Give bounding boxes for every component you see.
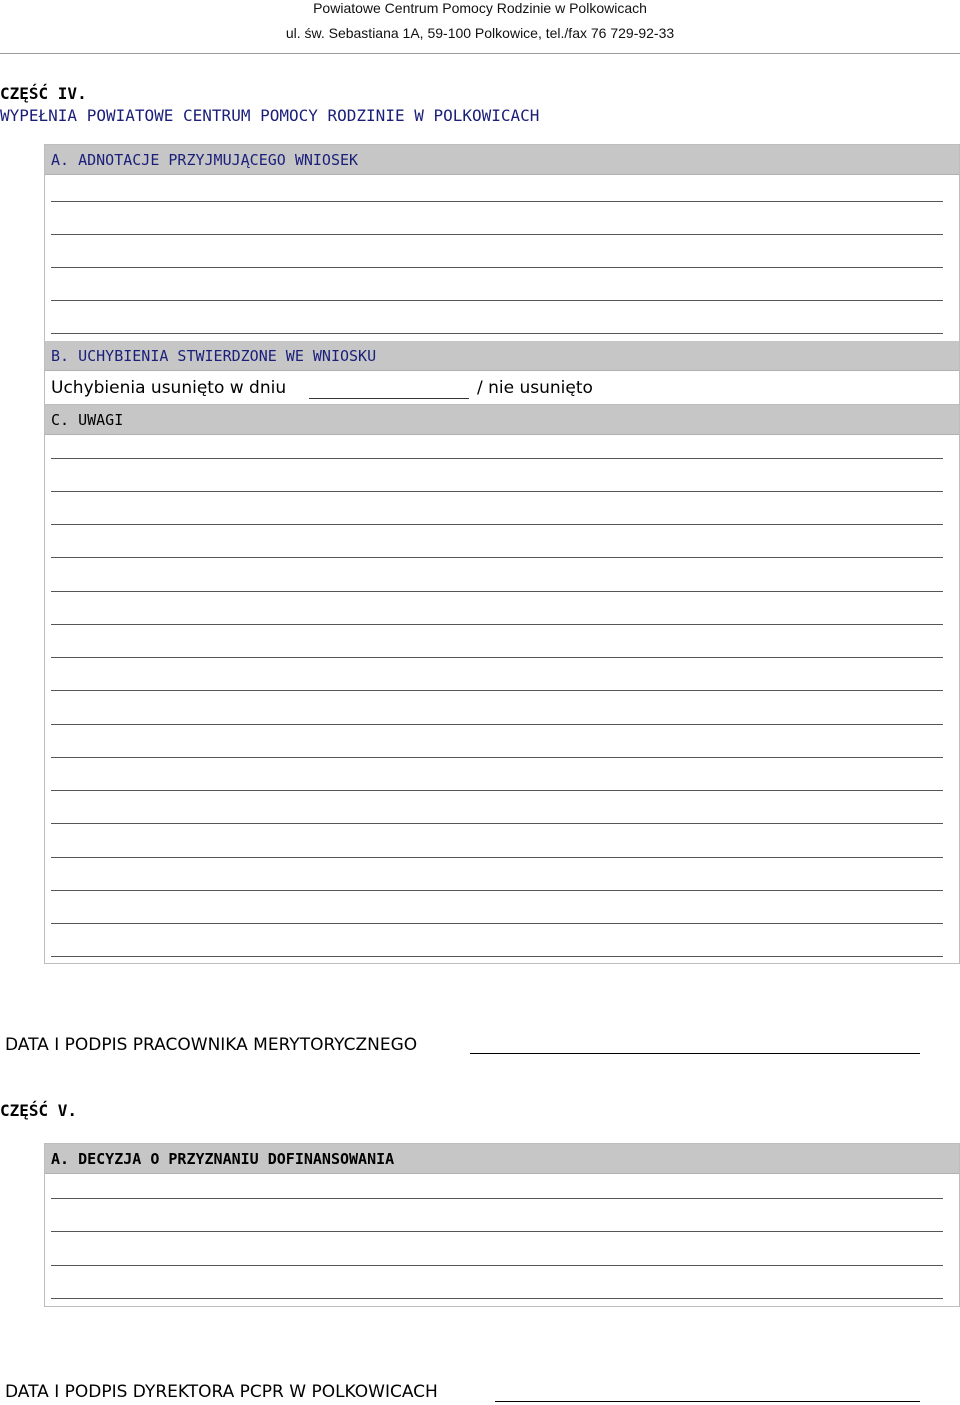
- section-b-title: B. UCHYBIENIA STWIERDZONE WE WNIOSKU: [51, 347, 377, 365]
- section-b-fixed-label: Uchybienia usunięto w dniu: [51, 378, 287, 398]
- decision-line[interactable]: [51, 1265, 943, 1266]
- part-4-box-ab: [44, 144, 960, 407]
- header-institution-name: Powiatowe Centrum Pomocy Rodzinie w Polkowicach: [313, 0, 647, 16]
- part-4-title: CZĘŚĆ IV.: [0, 84, 87, 103]
- part-4-subtitle: WYPEŁNIA POWIATOWE CENTRUM POMOCY RODZINIE W POLKOWICACH: [0, 106, 540, 125]
- decision-section-header: [45, 1144, 959, 1174]
- section-c-line[interactable]: [51, 757, 943, 758]
- section-b-not-fixed-label: / nie usunięto: [477, 378, 593, 398]
- section-c-line[interactable]: [51, 724, 943, 725]
- section-c-line[interactable]: [51, 890, 943, 891]
- section-c-line[interactable]: [51, 524, 943, 525]
- section-c-line[interactable]: [51, 624, 943, 625]
- section-a-line[interactable]: [51, 333, 943, 334]
- section-c-line[interactable]: [51, 458, 943, 459]
- section-a-line[interactable]: [51, 267, 943, 268]
- section-c-line[interactable]: [51, 857, 943, 858]
- section-c-line[interactable]: [51, 956, 943, 957]
- section-c-line[interactable]: [51, 657, 943, 658]
- section-c-line[interactable]: [51, 557, 943, 558]
- employee-signature-line[interactable]: [470, 1053, 920, 1054]
- section-a-header: [45, 145, 959, 175]
- section-c-header: [45, 405, 959, 435]
- decision-line[interactable]: [51, 1231, 943, 1232]
- part-4-box-c: [44, 404, 960, 964]
- section-c-line[interactable]: [51, 823, 943, 824]
- section-c-line[interactable]: [51, 491, 943, 492]
- section-b-date-blank[interactable]: [309, 398, 469, 399]
- director-signature-line[interactable]: [495, 1401, 920, 1402]
- header-divider: [0, 53, 960, 54]
- part-5-title: CZĘŚĆ V.: [0, 1101, 78, 1120]
- section-c-line[interactable]: [51, 790, 943, 791]
- section-a-line[interactable]: [51, 201, 943, 202]
- section-b-header: [45, 341, 959, 371]
- section-a-line[interactable]: [51, 300, 943, 301]
- decision-line[interactable]: [51, 1298, 943, 1299]
- section-c-line[interactable]: [51, 923, 943, 924]
- director-signature-label: DATA I PODPIS DYREKTORA PCPR W POLKOWICACH: [5, 1382, 438, 1402]
- employee-signature-label: DATA I PODPIS PRACOWNIKA MERYTORYCZNEGO: [5, 1035, 418, 1055]
- decision-section-title: A. DECYZJA O PRZYZNANIU DOFINANSOWANIA: [51, 1150, 395, 1168]
- section-c-line[interactable]: [51, 591, 943, 592]
- section-c-title: C. UWAGI: [51, 411, 124, 429]
- decision-line[interactable]: [51, 1198, 943, 1199]
- section-a-title: A. ADNOTACJE PRZYJMUJĄCEGO WNIOSEK: [51, 151, 359, 169]
- section-c-line[interactable]: [51, 690, 943, 691]
- section-a-line[interactable]: [51, 234, 943, 235]
- header-address: ul. św. Sebastiana 1A, 59-100 Polkowice, tel./fax 76 729-92-33: [285, 25, 675, 41]
- part-5-box: [44, 1143, 960, 1307]
